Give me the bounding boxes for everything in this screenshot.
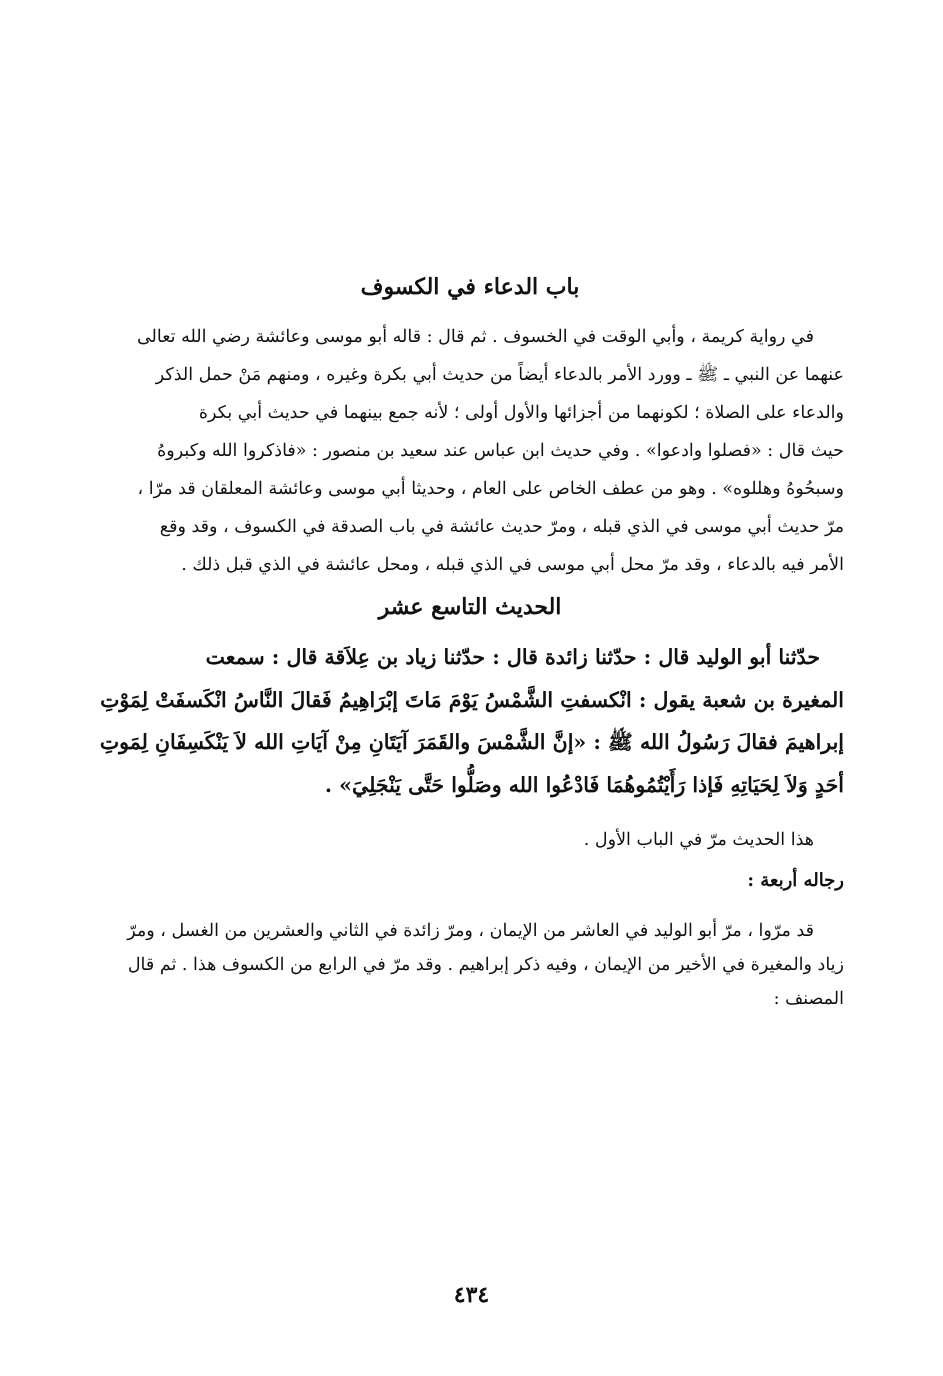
commentary-paragraph — [96, 318, 844, 584]
hadith-text — [96, 636, 844, 806]
commentary-line: وسبحُوهُ وهللوه» . وهو من عطف الخاص على العام ، وحديثا أبي موسى وعائشة المعلقان قد مرّا ، — [137, 479, 844, 499]
rijal-label: رجاله أربعة : — [747, 870, 844, 891]
hadith-title: الحديث التاسع عشر — [378, 594, 562, 620]
commentary-line: في رواية كريمة ، وأبي الوقت في الخسوف . ثم قال : قاله أبو موسى وعائشة رضي الله تعالى — [136, 327, 814, 347]
hadith-line: المغيرة بن شعبة يقول : انْكسفتِ الشَّمْسُ يَوْمَ مَاتَ إبْرَاهِيمُ فَقالَ النَّاسُ انْكَسفَتْ لِمَوْتِ — [100, 687, 844, 712]
section-title: باب الدعاء في الكسوف — [360, 274, 580, 300]
commentary-line: عنهما عن النبي ـ ﷺ ـ وورد الأمر بالدعاء أيضاً من حديث أبي بكرة وغيره ، ومنهم مَنْ حمل الذكر — [155, 365, 844, 385]
rijal-line: المصنف : — [773, 989, 844, 1009]
rijal-paragraph — [96, 914, 844, 1016]
commentary-line: مرّ حديث أبي موسى في الذي قبله ، ومرّ حديث عائشة في باب الصدقة في الكسوف ، وقد وقع — [159, 517, 844, 537]
rijal-heading — [96, 866, 844, 896]
commentary-line: والدعاء على الصلاة ؛ لكونهما من أجزائها والأول أولى ؛ لأنه جمع بينهما في حديث أبي بكرة — [198, 403, 844, 423]
hadith-line: حدّثنا أبو الوليد قال : حدّثنا زائدة قال : حدّثنا زياد بن عِلاَقة قال : سمعت — [205, 645, 820, 669]
page-number: ٤٣٤ — [453, 1282, 490, 1308]
note-paragraph — [96, 822, 844, 858]
hadith-line: أحَدٍ وَلاَ لِحَيَاتِهِ فَإذا رَأَيْتُمُوهُمَا فَادْعُوا الله وصَلُّوا حَتَّى يَنْجَلِيَ» . — [324, 772, 844, 797]
rijal-line: زياد والمغيرة في الأخير من الإيمان ، وفيه ذكر إبراهيم . وقد مرّ في الرابع من الكسوف هذا . ثم قال — [127, 955, 844, 975]
commentary-line: حيث قال : «فصلوا وادعوا» . وفي حديث ابن عباس عند سعيد بن منصور : «فاذكروا الله وكبروهُ — [157, 441, 844, 461]
note-line: هذا الحديث مرّ في الباب الأول . — [583, 830, 814, 850]
hadith-line: إبراهيمَ فقالَ رَسُولُ الله ﷺ : «إنَّ الشَّمْسَ والقَمَرَ آيَتَانِ مِنْ آيَاتِ الله لاَ يَنْكَسِفَانِ لِمَوتِ — [99, 730, 844, 754]
rijal-line: قد مرّوا ، مرّ أبو الوليد في العاشر من الإيمان ، ومرّ زائدة في الثاني والعشرين من الغسل ، ومرّ — [127, 921, 814, 941]
commentary-line: الأمر فيه بالدعاء ، وقد مرّ محل أبي موسى في الذي قبله ، ومحل عائشة في الذي قبل ذلك . — [181, 555, 844, 575]
